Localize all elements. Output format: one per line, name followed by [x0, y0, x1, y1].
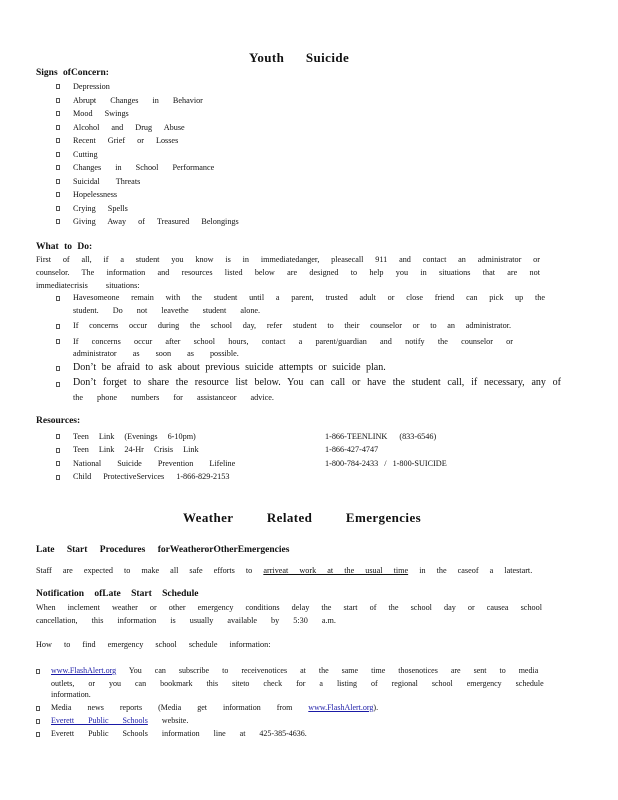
intro-line: counselor. The information and resources listed below are designed to help you in situations that are not	[36, 268, 540, 277]
bullet-icon	[56, 339, 60, 344]
list-item: Depression	[73, 82, 110, 91]
bullet-icon	[56, 475, 60, 480]
info-item-continued: outlets, or you can bookmark this siteto check for a listing of regional school emergency schedule	[51, 679, 544, 688]
bullet-icon	[56, 296, 60, 301]
bullet-icon	[56, 434, 60, 439]
list-item: Alcohol and Drug Abuse	[73, 123, 185, 132]
list-item: Cutting	[73, 150, 98, 159]
resource-name: Child ProtectiveServices 1-866-829-2153	[73, 472, 230, 481]
bullet-icon	[56, 165, 60, 170]
flashalert-link[interactable]: www.FlashAlert.org	[51, 666, 117, 675]
list-item: Mood Swings	[73, 109, 129, 118]
bullet-icon	[56, 324, 60, 329]
intro-line: immediatecrisis situations:	[36, 281, 140, 290]
bullet-icon	[36, 719, 40, 724]
info-item: Everett Public Schools information line at 425-385-4636.	[51, 729, 307, 738]
bullet-icon	[56, 111, 60, 116]
step-text: Don’t be afraid to ask about previous suicide attempts or suicide plan.	[73, 362, 386, 373]
info-item: Media news reports (Media get information from www.FlashAlert.org).	[51, 703, 379, 712]
resources-heading: Resources:	[36, 416, 81, 426]
section-title-youth-suicide: Youth Suicide	[249, 50, 350, 65]
list-item: Recent Grief or Losses	[73, 136, 179, 145]
underlined-text: arriveat work at the usual time	[263, 566, 409, 575]
step-text: Havesomeone remain with the student until a parent, trusted adult or close friend can pick up the	[73, 293, 545, 302]
late-start-heading: Late Start Procedures forWeatherorOtherEmergencies	[36, 545, 290, 555]
bullet-icon	[56, 461, 60, 466]
everett-schools-link[interactable]: Everett Public Schools	[51, 716, 148, 725]
bullet-icon	[36, 706, 40, 711]
list-item: Suicidal Threats	[73, 177, 141, 186]
list-item: Giving Away of Treasured Belongings	[73, 217, 239, 226]
list-item: Changes in School Performance	[73, 163, 215, 172]
bullet-icon	[56, 219, 60, 224]
bullet-icon	[56, 98, 60, 103]
bullet-icon	[36, 669, 40, 674]
section-title-weather: Weather Related Emergencies	[183, 510, 422, 525]
resource-name: National Suicide Prevention Lifeline	[73, 459, 236, 468]
bullet-icon	[56, 84, 60, 89]
step-text: If concerns occur during the school day, refer student to their counselor or to an administrator.	[73, 321, 511, 330]
bullet-icon	[56, 192, 60, 197]
notification-line: When inclement weather or other emergency conditions delay the start of the school day or causea school	[36, 603, 542, 612]
resource-phone: 1-800-784-2433 / 1-800-SUICIDE	[325, 459, 447, 468]
what-to-do-heading: What to Do:	[36, 242, 93, 252]
resource-phone: 1-866-427-4747	[325, 445, 379, 454]
resource-name: Teen Link 24-Hr Crisis Link	[73, 445, 199, 454]
bullet-icon	[56, 152, 60, 157]
bullet-icon	[56, 366, 60, 371]
list-item: Crying Spells	[73, 204, 128, 213]
notification-line: cancellation, this information is usually available by 5:30 a.m.	[36, 616, 336, 625]
info-item: www.FlashAlert.org You can subscribe to receivenotices at the same time thosenotices are sent to media	[51, 666, 539, 675]
bullet-icon	[56, 382, 60, 387]
resource-name: Teen Link (Evenings 6-10pm)	[73, 432, 196, 441]
bullet-icon	[56, 206, 60, 211]
bullet-icon	[56, 138, 60, 143]
how-to-find-line: How to find emergency school schedule information:	[36, 640, 271, 649]
step-text: Don’t forget to share the resource list below. You can call or have the student call, if necessary, any of	[73, 377, 561, 388]
bullet-icon	[56, 125, 60, 130]
info-item: Everett Public Schools website.	[51, 716, 189, 725]
bullet-icon	[36, 732, 40, 737]
step-text: If concerns occur after school hours, contact a parent/guardian and notify the counselor or	[73, 337, 513, 346]
info-item-continued: information.	[51, 690, 91, 699]
list-item: Abrupt Changes in Behavior	[73, 96, 203, 105]
signs-of-concern-heading: Signs ofConcern:	[36, 68, 109, 78]
bullet-icon	[56, 179, 60, 184]
resource-phone: 1-866-TEENLINK (833-6546)	[325, 432, 437, 441]
list-item: Hopelessness	[73, 190, 118, 199]
notification-heading: Notification ofLate Start Schedule	[36, 589, 199, 599]
step-text: administrator as soon as possible.	[73, 349, 239, 358]
bullet-icon	[56, 448, 60, 453]
late-start-text: Staff are expected to make all safe efforts to arriveat work at the usual time in the caseof a latestart.	[36, 566, 533, 575]
step-text: student. Do not leavethe student alone.	[73, 306, 261, 315]
intro-line: First of all, if a student you know is in immediatedanger, pleasecall 911 and contact an administrator or	[36, 255, 540, 264]
step-text: the phone numbers for assistanceor advice.	[73, 393, 274, 402]
flashalert-link[interactable]: www.FlashAlert.org	[308, 703, 374, 712]
